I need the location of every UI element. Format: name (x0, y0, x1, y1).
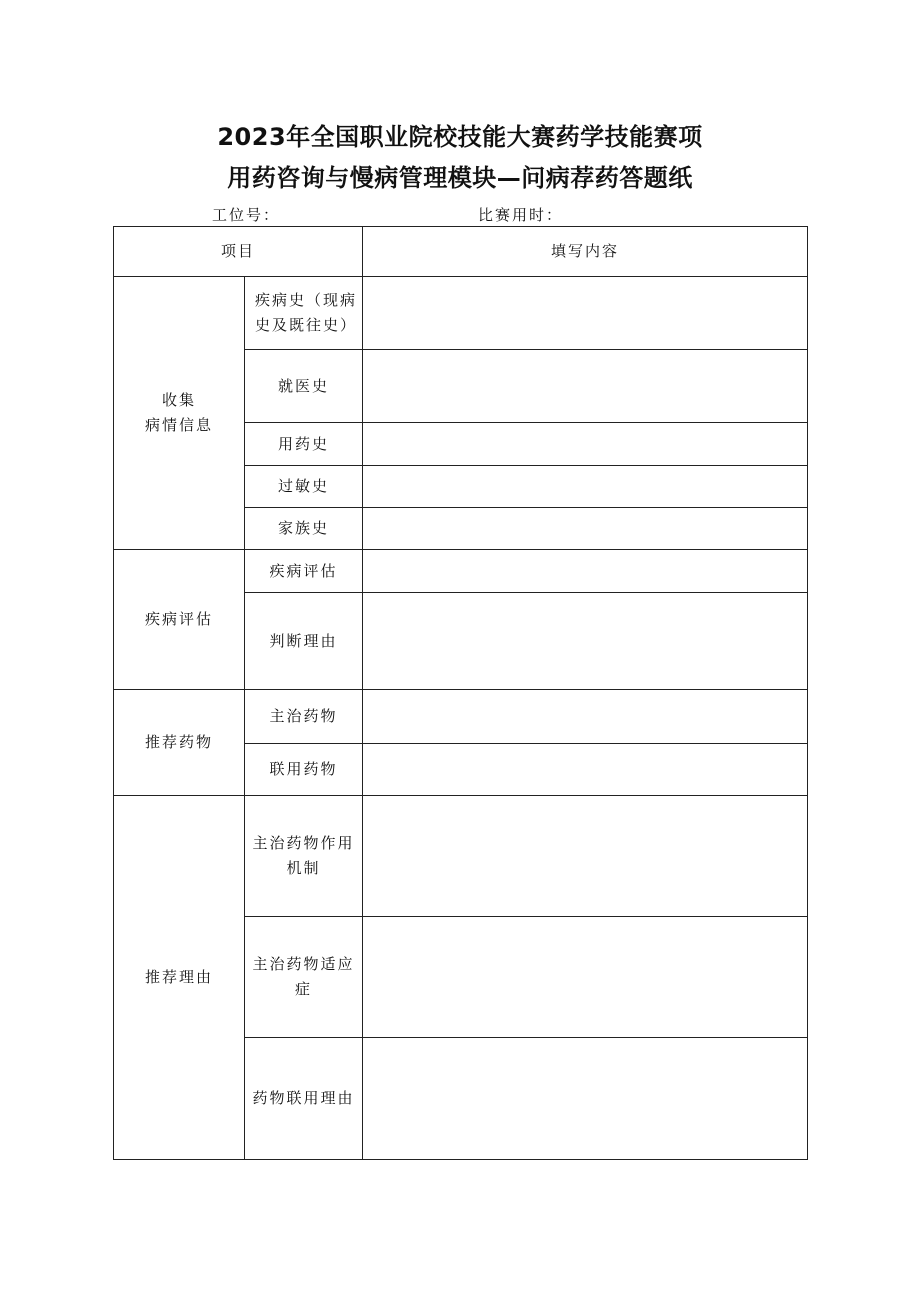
section-recommended-drugs: 推荐药物 (114, 690, 245, 796)
row-label-medical-visit-history: 就医史 (245, 350, 363, 423)
row-label-judgment-reason: 判断理由 (245, 593, 363, 690)
row-label-disease-assessment: 疾病评估 (245, 550, 363, 593)
answer-field-combined-drug[interactable] (363, 744, 808, 796)
row-label-combination-reason: 药物联用理由 (245, 1038, 363, 1160)
page-title-line-1: 2023年全国职业院校技能大赛药学技能赛项 (217, 123, 703, 151)
row-label-mechanism: 主治药物作用机制 (245, 796, 363, 917)
answer-field-mechanism[interactable] (363, 796, 808, 917)
answer-field-main-drug[interactable] (363, 690, 808, 744)
row-label-medication-history: 用药史 (245, 423, 363, 466)
answer-field-medical-visit-history[interactable] (363, 350, 808, 423)
station-number-label: 工位号： (212, 206, 281, 224)
answer-field-allergy-history[interactable] (363, 466, 808, 508)
answer-field-disease-assessment[interactable] (363, 550, 808, 593)
section-collect-info: 收集 病情信息 (114, 277, 245, 550)
row-label-indication: 主治药物适应症 (245, 917, 363, 1038)
row-label-disease-history: 疾病史（现病史及既往史） (245, 277, 363, 350)
section-recommendation-reason: 推荐理由 (114, 796, 245, 1160)
row-label-main-drug: 主治药物 (245, 690, 363, 744)
answer-sheet-table (113, 226, 808, 1160)
competition-time-label: 比赛用时： (478, 206, 564, 224)
section-disease-assessment: 疾病评估 (114, 550, 245, 690)
row-label-combined-drug: 联用药物 (245, 744, 363, 796)
answer-field-family-history[interactable] (363, 508, 808, 550)
row-label-family-history: 家族史 (245, 508, 363, 550)
row-label-allergy-history: 过敏史 (245, 466, 363, 508)
answer-field-combination-reason[interactable] (363, 1038, 808, 1160)
header-item: 项目 (114, 227, 363, 277)
header-content: 填写内容 (363, 227, 808, 277)
answer-field-disease-history[interactable] (363, 277, 808, 350)
answer-field-medication-history[interactable] (363, 423, 808, 466)
page-title-line-2: 用药咨询与慢病管理模块—问病荐药答题纸 (227, 164, 693, 192)
answer-field-indication[interactable] (363, 917, 808, 1038)
answer-field-judgment-reason[interactable] (363, 593, 808, 690)
